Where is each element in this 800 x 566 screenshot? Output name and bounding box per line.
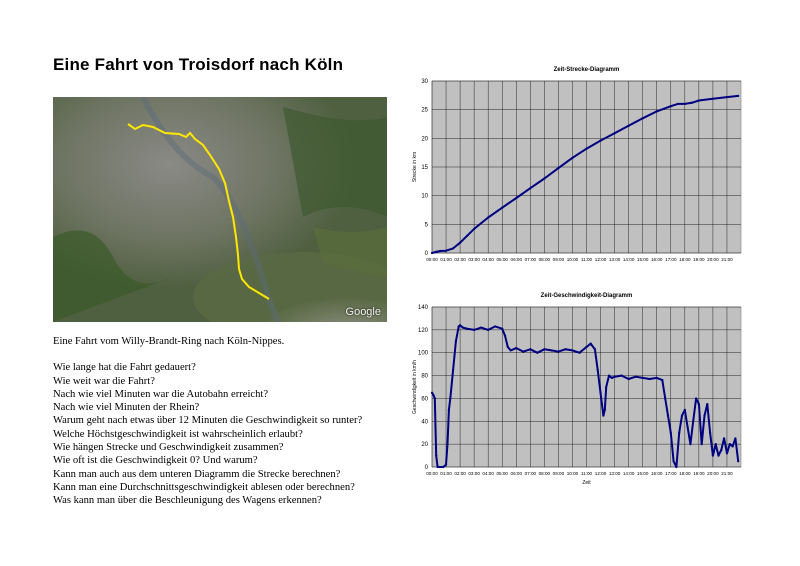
data-point [480,326,482,328]
x-tick-label: 18:00 [679,471,691,476]
x-tick-label: 08:00 [538,257,551,262]
x-tick-label: 11:00 [580,257,593,262]
data-point [445,464,447,466]
data-point [613,376,615,378]
data-point [543,348,545,350]
x-tick-label: 07:00 [524,257,537,262]
data-point [438,466,440,468]
y-tick-label: 25 [421,107,428,114]
data-point [487,329,489,331]
data-point [628,378,630,380]
data-point [731,445,733,447]
x-tick-label: 04:00 [482,471,494,476]
data-point [684,409,686,411]
x-tick-label: 04:00 [482,257,494,262]
data-point [536,352,538,354]
data-point [487,216,489,218]
x-tick-label: 10:00 [566,471,579,476]
route-map-image [53,97,387,322]
data-point [510,349,512,351]
data-point [605,386,607,388]
data-point [691,102,693,104]
data-point [432,394,434,396]
data-point [594,348,596,350]
speed-time-chart [400,283,750,493]
data-point [452,247,454,249]
data-point [715,443,717,445]
data-point [585,148,587,150]
data-point [703,414,705,416]
question-item: Wie lange hat die Fahrt gedauert? [53,362,196,374]
x-tick-label: 09:00 [552,257,565,262]
x-tick-label: 14:00 [622,471,635,476]
speed-time-chart-svg [400,283,750,493]
data-point [557,167,559,169]
data-point [723,437,725,439]
data-point [670,432,672,434]
data-point [601,403,603,405]
data-point [599,140,601,142]
data-point [507,346,509,348]
y-tick-label: 20 [421,136,428,143]
data-point [698,403,700,405]
question-item: Wie weit war die Fahrt? [53,375,155,387]
question-item: Kann man eine Durchschnittsgeschwindigkeit ablesen oder berechnen? [53,481,355,493]
x-tick-label: 16:00 [650,257,663,262]
data-point [599,392,601,394]
y-tick-label: 120 [417,327,428,334]
x-tick-label: 17:00 [665,257,677,262]
data-point [656,377,658,379]
x-tick-label: 00:00 [426,257,438,262]
x-tick-label: 18:00 [679,257,691,262]
x-tick-label: 21:00 [721,257,733,262]
data-point [448,409,450,411]
data-point [695,397,697,399]
data-point [737,460,739,462]
data-point [684,103,686,105]
x-tick-label: 17:00 [665,471,677,476]
distance-time-chart-svg [400,58,750,273]
data-point [717,454,719,456]
x-tick-label: 13:00 [608,471,621,476]
data-point [667,414,669,416]
data-point [522,350,524,352]
data-point [459,324,461,326]
data-point [737,95,739,97]
question-item: Welche Höchstgeschwindigkeit ist wahrscheinlich erlaubt? [53,428,303,440]
data-point [501,207,503,209]
data-point [611,377,613,379]
data-point [504,334,506,336]
data-point [529,348,531,350]
y-tick-label: 140 [417,305,428,311]
data-point [501,328,503,330]
intro-text: Eine Fahrt vom Willy-Brandt-Ring nach Köln-Nippes. [53,336,285,347]
y-tick-label: 20 [421,442,428,449]
data-point [701,443,703,445]
data-point [435,454,437,456]
question-item: Nach wie viel Minuten der Rhein? [53,402,200,414]
data-point [642,117,644,119]
question-item: Was kann man über die Beschleunigung des Wagens erkennen? [53,495,322,507]
data-point [431,392,433,394]
x-tick-label: 06:00 [510,257,523,262]
data-point [734,437,736,439]
data-point [459,242,461,244]
x-tick-label: 07:00 [524,471,537,476]
data-point [698,99,700,101]
data-point [550,349,552,351]
data-point [613,132,615,134]
data-point [494,325,496,327]
data-point [689,443,691,445]
y-tick-label: 10 [421,193,428,200]
x-tick-label: 05:00 [496,471,508,476]
x-tick-label: 13:00 [608,257,621,262]
data-point [578,352,580,354]
x-tick-label: 01:00 [440,257,452,262]
question-item: Wie hängen Strecke und Geschwindigkeit zusammen? [53,442,284,454]
chart-title: Zeit-Geschwindigkeit-Diagramm [540,293,633,299]
data-point [628,125,630,127]
x-tick-label: 12:00 [594,471,607,476]
x-tick-label: 02:00 [454,257,466,262]
y-axis-label: Geschwindigkeit in km/h [412,360,418,414]
data-point [515,347,517,349]
x-tick-label: 00:00 [426,471,438,476]
data-point [664,397,666,399]
data-point [681,414,683,416]
data-point [543,177,545,179]
data-point [672,460,674,462]
data-point [712,98,714,100]
y-tick-label: 40 [421,419,428,426]
data-point [635,376,637,378]
question-item: Wie oft ist die Geschwindigkeit 0? Und warum? [53,455,258,467]
data-point [529,187,531,189]
x-tick-label: 03:00 [468,257,480,262]
data-point [706,403,708,405]
data-point [726,452,728,454]
question-item: Warum geht nach etwas über 12 Minuten die Geschwindigkeit so runter? [53,415,363,427]
y-tick-label: 60 [421,396,428,403]
x-tick-label: 06:00 [510,471,523,476]
y-tick-label: 30 [421,79,428,85]
data-point [473,228,475,230]
data-point [729,443,731,445]
y-tick-label: 0 [424,251,428,257]
x-tick-label: 19:00 [693,257,705,262]
data-point [712,454,714,456]
data-point [473,329,475,331]
x-tick-label: 19:00 [693,471,705,476]
satellite-map [53,97,387,322]
data-point [557,350,559,352]
data-point [677,103,679,105]
data-point [709,432,711,434]
y-tick-label: 15 [421,165,428,171]
data-point [431,252,433,254]
data-point [692,420,694,422]
x-tick-label: 01:00 [440,471,452,476]
data-point [687,426,689,428]
y-tick-label: 100 [417,350,428,357]
data-point [726,96,728,98]
y-tick-label: 0 [424,465,428,471]
data-point [466,235,468,237]
data-point [720,449,722,451]
y-axis-label: Strecke in km [412,151,418,183]
chart-title: Zeit-Strecke-Diagramm [553,67,620,73]
x-tick-label: 20:00 [707,257,719,262]
data-point [449,397,451,399]
y-tick-label: 80 [421,373,428,380]
data-point [608,374,610,376]
data-point [621,374,623,376]
page-title: Eine Fahrt von Troisdorf nach Köln [53,55,344,74]
x-tick-label: 02:00 [454,471,466,476]
data-point [462,326,464,328]
y-tick-label: 5 [424,222,428,229]
x-tick-label: 03:00 [468,471,480,476]
data-point [656,110,658,112]
data-point [571,157,573,159]
x-tick-label: 10:00 [566,257,579,262]
data-point [602,414,604,416]
x-tick-label: 21:00 [721,471,733,476]
data-point [442,466,444,468]
data-point [446,443,448,445]
x-tick-label: 14:00 [622,257,635,262]
data-point [590,342,592,344]
question-item: Kann man auch aus dem unteren Diagramm die Strecke berechnen? [53,468,341,480]
data-point [675,466,677,468]
question-list [53,361,433,507]
x-tick-label: 08:00 [538,471,551,476]
data-point [642,377,644,379]
data-point [564,348,566,350]
x-tick-label: 09:00 [552,471,565,476]
data-point [604,409,606,411]
data-point [670,105,672,107]
data-point [439,250,441,252]
data-point [466,328,468,330]
data-point [435,251,437,253]
x-tick-label: 15:00 [636,471,649,476]
data-point [445,250,447,252]
x-tick-label: 11:00 [580,471,593,476]
x-tick-label: 16:00 [650,471,663,476]
data-point [597,369,599,371]
x-axis-label: Zeit [582,480,591,486]
data-point [434,397,436,399]
data-point [661,379,663,381]
x-tick-label: 05:00 [496,257,508,262]
data-point [452,369,454,371]
distance-time-chart [400,58,750,273]
task-text [53,335,433,508]
data-point [678,432,680,434]
x-tick-label: 20:00 [707,471,719,476]
data-point [455,340,457,342]
data-point [585,346,587,348]
data-point [649,378,651,380]
map-watermark: Google [345,306,381,318]
x-tick-label: 12:00 [594,257,607,262]
data-point [515,197,517,199]
x-tick-label: 15:00 [636,257,649,262]
data-point [571,349,573,351]
question-item: Nach wie viel Minuten war die Autobahn erreicht? [53,388,269,400]
